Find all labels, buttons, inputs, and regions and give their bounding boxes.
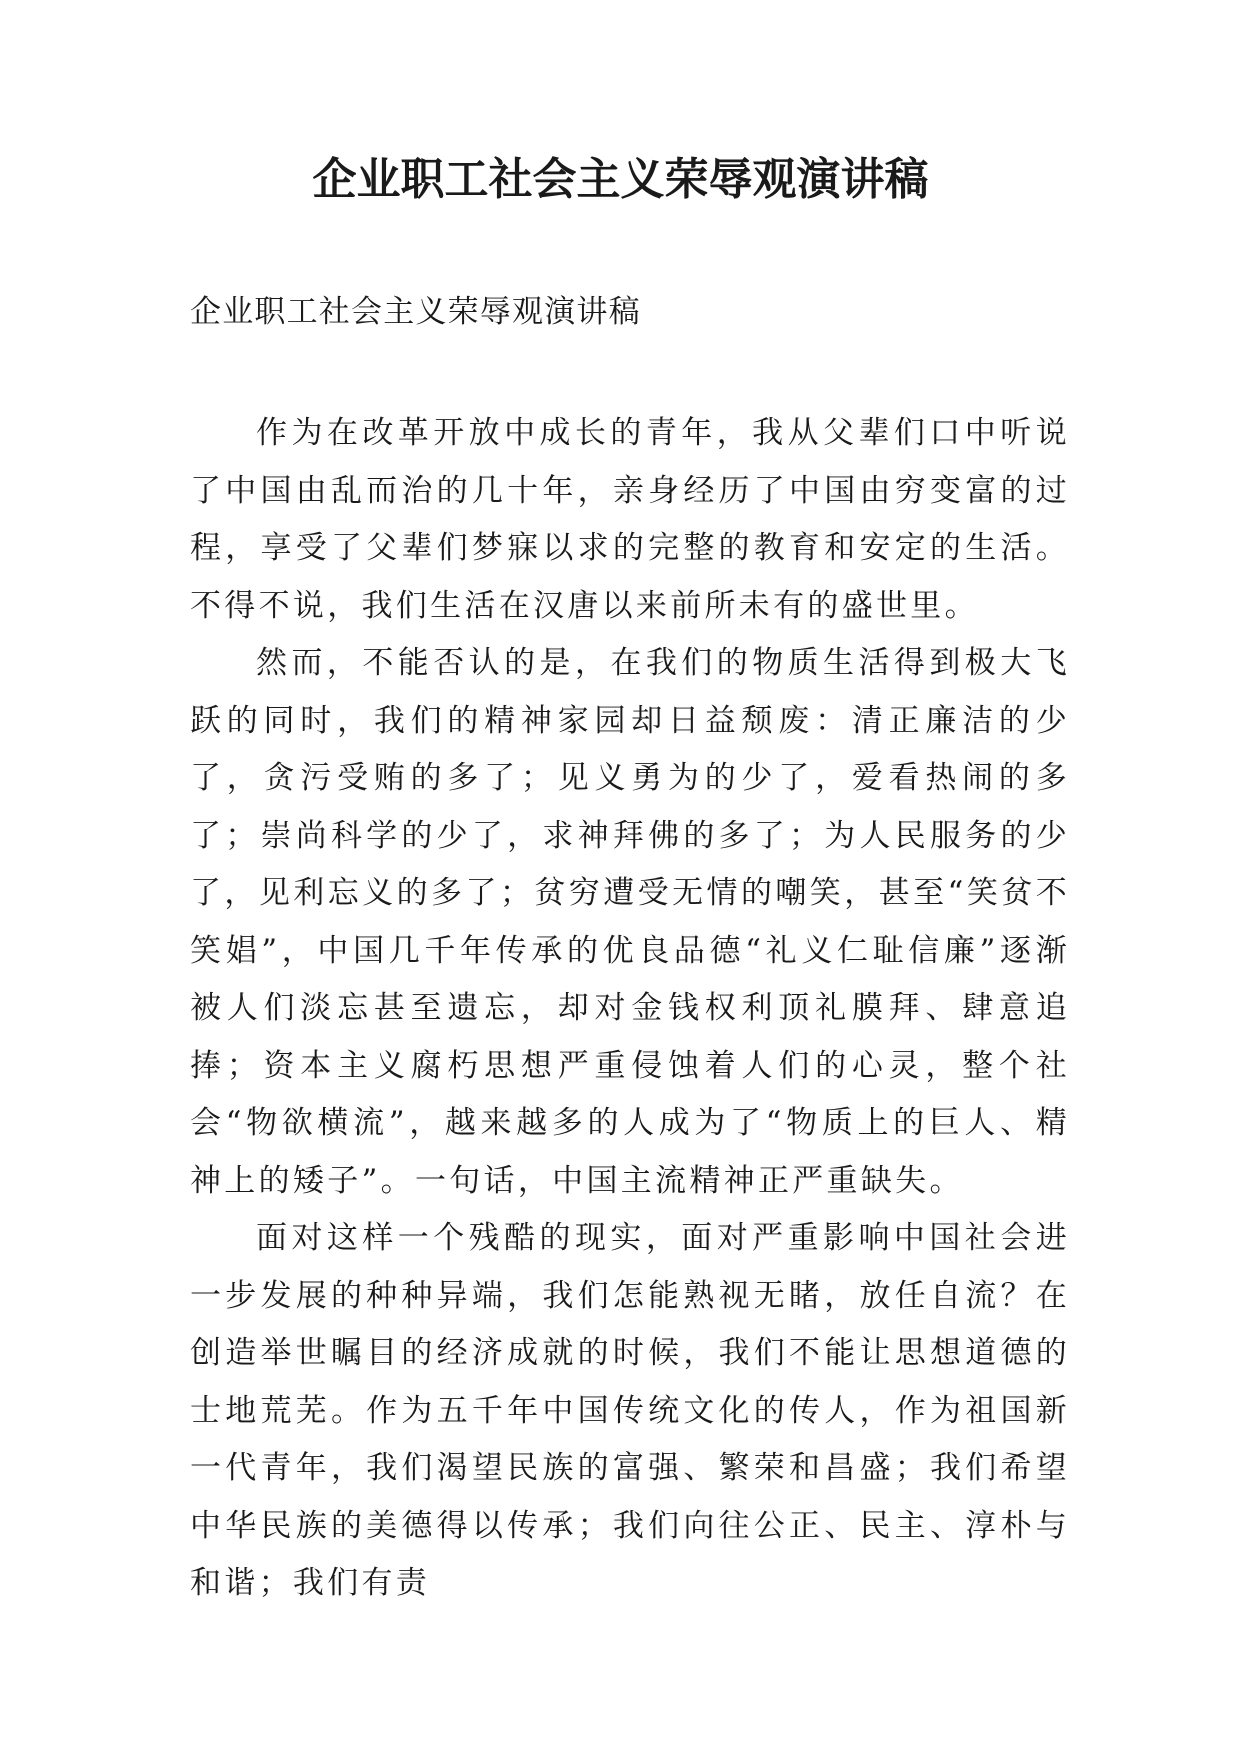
paragraph-2: 然而，不能否认的是，在我们的物质生活得到极大飞跃的同时，我们的精神家园却日益颓废：清正廉洁的少了，贪污受贿的多了；见义勇为的少了，爱看热闹的多了；崇尚科学的少了，求神拜佛的多了；为人民服务的少了，见利忘义的多了；贫穷遭受无情的嘲笑，甚至“笑贫不笑娼”，中国几千年传承的优良品德“礼义仁耻信廉”逐渐被人们淡忘甚至遗忘，却对金钱权利顶礼膜拜、肆意追捧；资本主义腐朽思想严重侵蚀着人们的心灵，整个社会“物欲横流”，越来越多的人成为了“物质上的巨人、精神上的矮子”。一句话，中国主流精神正严重缺失。 <box>190 645 1070 1199</box>
document-subtitle: 企业职工社会主义荣辱观演讲稿 <box>190 294 641 330</box>
document-title: 企业职工社会主义荣辱观演讲稿 <box>312 154 929 205</box>
document-body <box>190 405 1070 1613</box>
paragraph-3: 面对这样一个残酷的现实，面对严重影响中国社会进一步发展的种种异端，我们怎能熟视无睹，放任自流？在创造举世瞩目的经济成就的时候，我们不能让思想道德的士地荒芜。作为五千年中国传统文化的传人，作为祖国新一代青年，我们渴望民族的富强、繁荣和昌盛；我们希望中华民族的美德得以传承；我们向往公正、民主、淳朴与和谐；我们有责 <box>190 1220 1070 1601</box>
paragraph-1: 作为在改革开放中成长的青年，我从父辈们口中听说了中国由乱而治的几十年，亲身经历了中国由穷变富的过程，享受了父辈们梦寐以求的完整的教育和安定的生活。不得不说，我们生活在汉唐以来前所未有的盛世里。 <box>190 415 1070 624</box>
